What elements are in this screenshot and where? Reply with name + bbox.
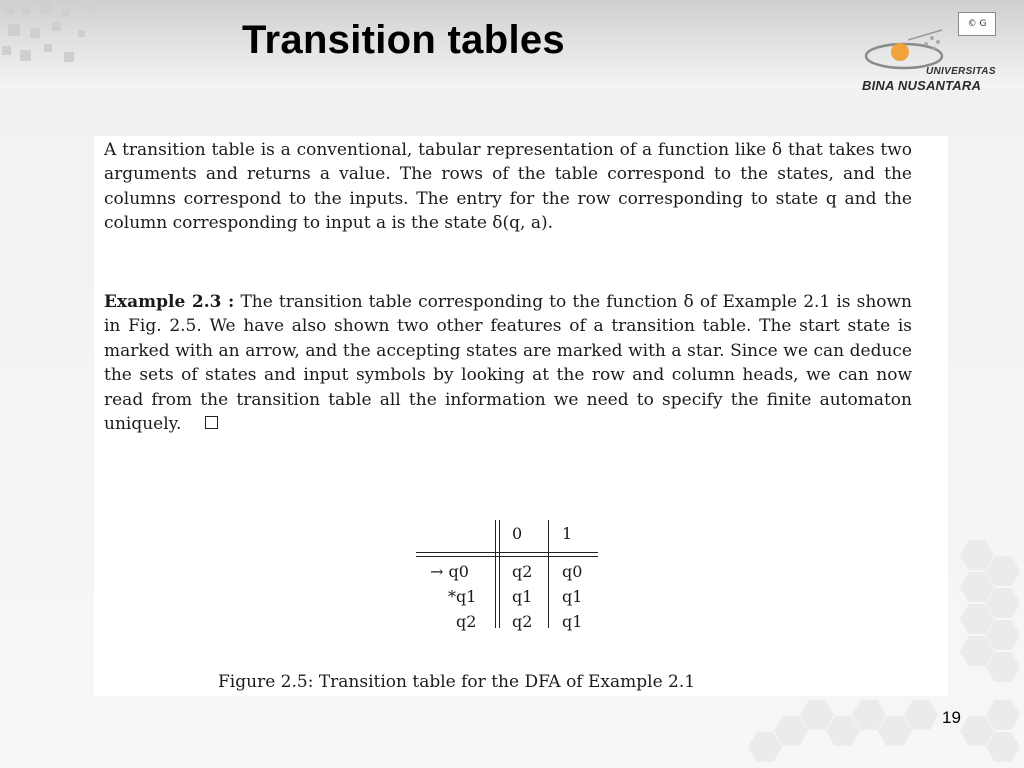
end-of-proof-icon	[205, 416, 218, 429]
definition-paragraph: A transition table is a conventional, tabular representation of a function like δ that takes two arguments and returns a value. The rows of the table correspond to the states, and the columns correspond to the inputs. The entry for the row corresponding to state q and the column corresponding to input a is the state δ(q, a).	[104, 140, 912, 234]
column-header: 0	[512, 524, 523, 543]
transition-table	[412, 526, 602, 636]
copyright-badge: © G	[958, 12, 996, 36]
table-cell: q1	[562, 587, 583, 606]
figure-caption: Figure 2.5: Transition table for the DFA of Example 2.1	[218, 672, 696, 692]
table-divider	[495, 520, 496, 628]
table-divider	[416, 556, 598, 557]
table-cell: q2	[512, 562, 533, 581]
slide-title: Transition tables	[242, 18, 565, 62]
row-state: *q1	[448, 587, 477, 606]
table-cell: q1	[512, 587, 533, 606]
logo-university-label: UNIVERSITAS	[926, 66, 996, 77]
example-paragraph	[104, 290, 912, 436]
table-cell: q1	[562, 612, 583, 631]
page-number: 19	[942, 708, 961, 727]
table-divider	[416, 552, 598, 553]
row-state: q2	[456, 612, 477, 631]
scanned-document	[94, 136, 948, 696]
logo-university-name: BINA NUSANTARA	[862, 78, 982, 93]
example-text: The transition table corresponding to the function δ of Example 2.1 is shown in Fig. 2.5. We have also shown two other features of a transition table. The start state is marked with an arrow, and the accepting states are marked with a star. Since we can deduce the sets of states and input symbols by looking at the row and column heads, we can now read from the transition table all the information we need to specify the finite automaton uniquely.	[104, 292, 912, 435]
table-divider	[499, 520, 500, 628]
university-logo	[860, 12, 1010, 96]
table-cell: q0	[562, 562, 583, 581]
row-state: → q0	[430, 562, 469, 581]
table-divider	[548, 520, 549, 628]
example-label: Example 2.3 :	[104, 292, 235, 312]
table-cell: q2	[512, 612, 533, 631]
column-header: 1	[562, 524, 573, 543]
